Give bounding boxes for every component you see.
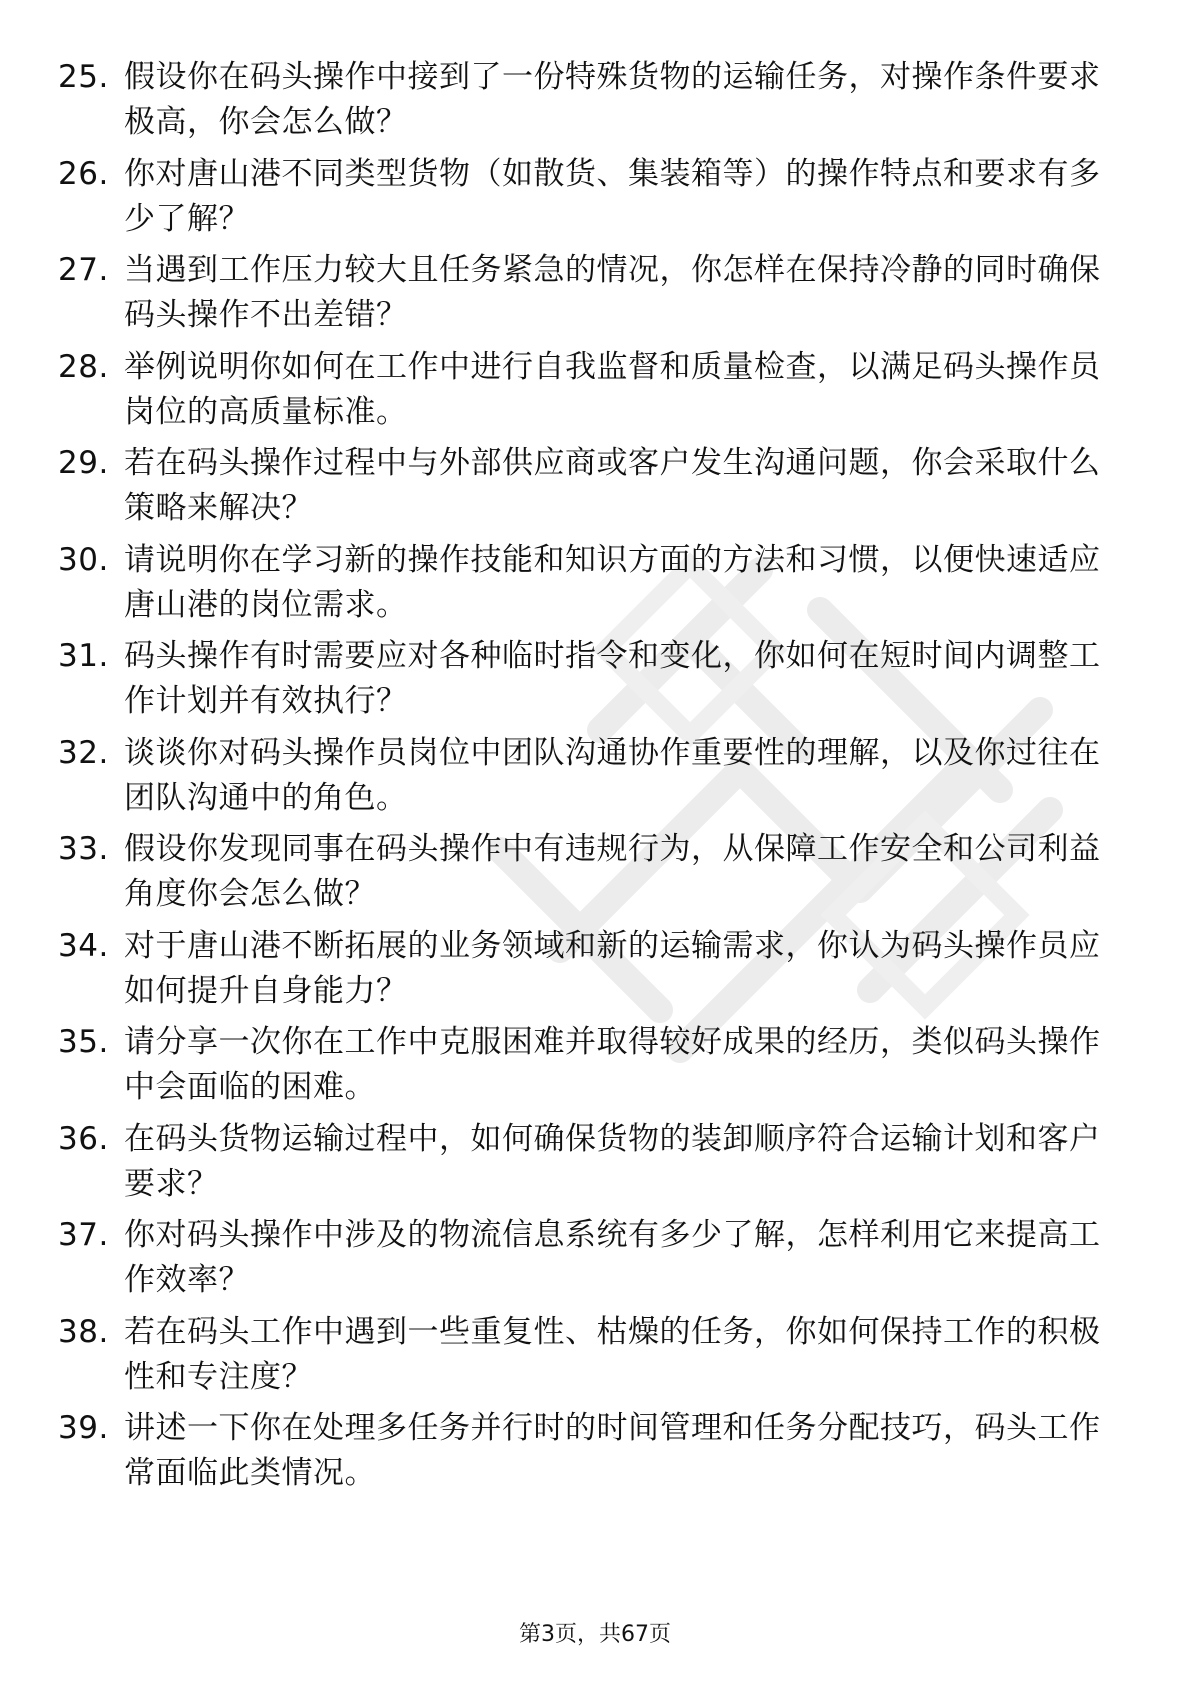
list-item (0, 345, 1190, 442)
list-item (0, 1213, 1190, 1310)
page-footer (0, 1620, 1190, 1650)
list-item (0, 634, 1190, 731)
question-text: 举例说明你如何在工作中进行自我监督和质量检查，以满足码头操作员岗位的高质量标准。 (124, 348, 1101, 430)
question-text: 请分享一次你在工作中克服困难并取得较好成果的经历，类似码头操作中会面临的困难。 (124, 1024, 1101, 1105)
question-number: 25. (58, 59, 109, 95)
question-text: 讲述一下你在处理多任务并行时的时间管理和任务分配技巧，码头工作常面临此类情况。 (124, 1410, 1101, 1491)
list-item (0, 55, 1190, 152)
question-text: 若在码头工作中遇到一些重复性、枯燥的任务，你如何保持工作的积极性和专注度？ (124, 1313, 1101, 1395)
list-item (0, 1310, 1190, 1407)
list-item (0, 441, 1190, 538)
list-item (0, 731, 1190, 828)
question-number: 38. (58, 1313, 109, 1350)
list-item (0, 248, 1190, 345)
question-text: 当遇到工作压力较大且任务紧急的情况，你怎样在保持冷静的同时确保码头操作不出差错？ (124, 252, 1101, 333)
list-item (0, 1020, 1190, 1117)
list-item (0, 827, 1190, 924)
list-item (0, 1117, 1190, 1214)
question-number: 33. (58, 831, 109, 867)
list-item (0, 538, 1190, 635)
question-number: 39. (58, 1410, 109, 1446)
question-text: 请说明你在学习新的操作技能和知识方面的方法和习惯，以便快速适应唐山港的岗位需求。 (124, 541, 1101, 623)
question-text: 你对码头操作中涉及的物流信息系统有多少了解，怎样利用它来提高工作效率？ (124, 1217, 1101, 1298)
question-number: 31. (58, 638, 109, 674)
question-text: 若在码头操作过程中与外部供应商或客户发生沟通问题，你会采取什么策略来解决？ (124, 445, 1101, 526)
question-text: 码头操作有时需要应对各种临时指令和变化，你如何在短时间内调整工作计划并有效执行？ (124, 638, 1101, 719)
question-number: 34. (58, 927, 109, 964)
question-text: 假设你发现同事在码头操作中有违规行为，从保障工作安全和公司利益角度你会怎么做？ (124, 831, 1101, 912)
question-number: 28. (58, 348, 109, 385)
question-number: 26. (58, 155, 109, 192)
question-number: 30. (58, 541, 109, 578)
question-number: 32. (58, 734, 109, 771)
question-list (0, 55, 1190, 1503)
list-item (0, 924, 1190, 1021)
question-number: 29. (58, 445, 109, 481)
question-number: 36. (58, 1120, 109, 1157)
question-text: 对于唐山港不断拓展的业务领域和新的运输需求，你认为码头操作员应如何提升自身能力？ (124, 927, 1101, 1009)
question-number: 37. (58, 1217, 109, 1253)
list-item (0, 1406, 1190, 1503)
question-text: 你对唐山港不同类型货物（如散货、集装箱等）的操作特点和要求有多少了解？ (124, 155, 1101, 237)
question-text: 在码头货物运输过程中，如何确保货物的装卸顺序符合运输计划和客户要求？ (124, 1120, 1101, 1202)
list-item (0, 152, 1190, 249)
question-text: 谈谈你对码头操作员岗位中团队沟通协作重要性的理解，以及你过往在团队沟通中的角色。 (124, 734, 1101, 816)
question-number: 35. (58, 1024, 109, 1060)
question-text: 假设你在码头操作中接到了一份特殊货物的运输任务，对操作条件要求极高，你会怎么做？ (124, 59, 1101, 140)
question-number: 27. (58, 252, 109, 288)
page-number-label: 第3页，共67页 (519, 1622, 671, 1647)
